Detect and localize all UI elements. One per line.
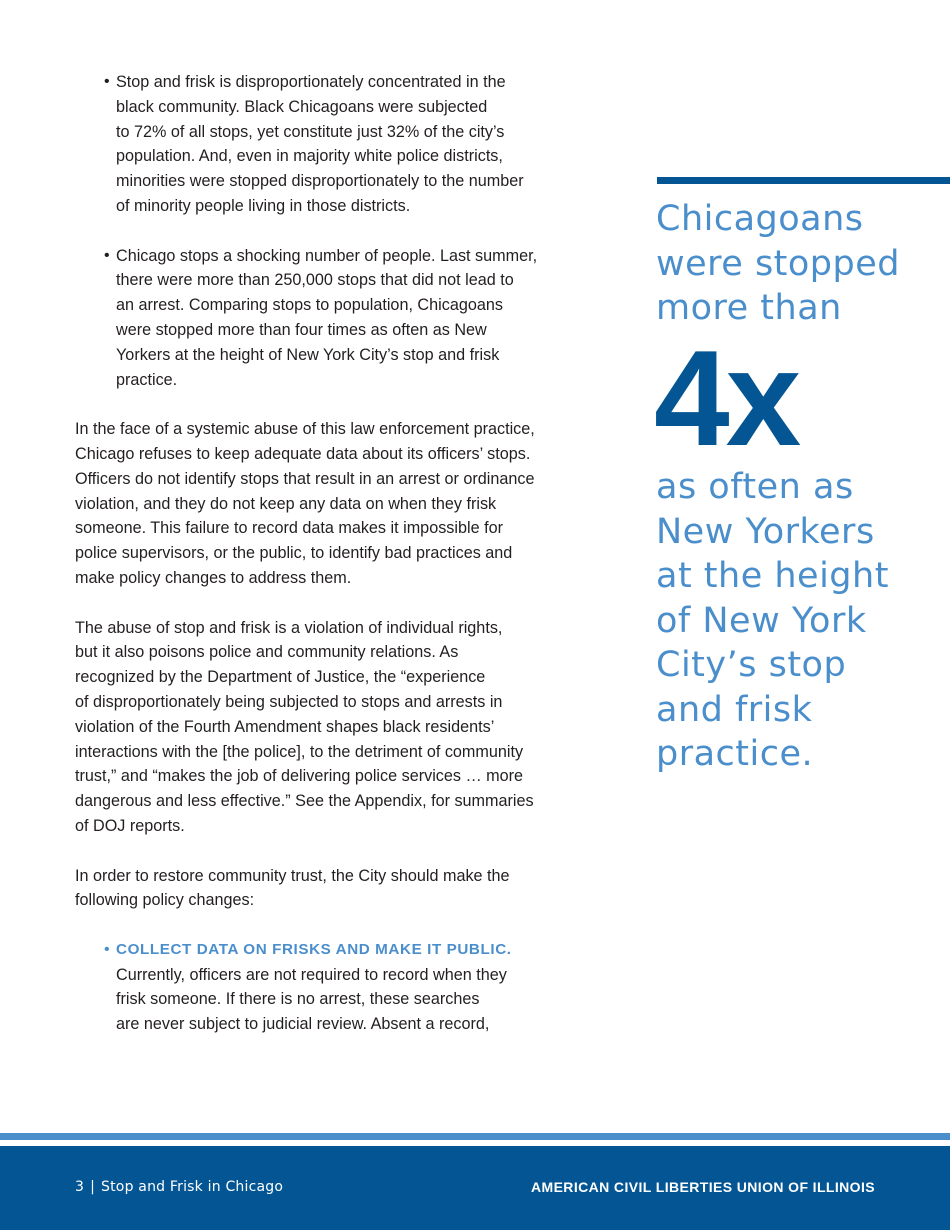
text-line: frisk someone. If there is no arrest, these searches <box>116 990 480 1009</box>
text-line: In the face of a systemic abuse of this law enforcement practice, <box>75 420 535 439</box>
page-footer <box>0 1146 950 1230</box>
text-line: violation of the Fourth Amendment shapes black residents’ <box>75 717 495 736</box>
text-line: but it also poisons police and community relations. As <box>75 643 459 662</box>
paragraph-data-gap <box>75 417 575 591</box>
paragraph-community-relations <box>75 616 575 839</box>
organization-name: AMERICAN CIVIL LIBERTIES UNION OF ILLINOIS <box>531 1179 875 1195</box>
pull-quote-bottom <box>656 465 889 777</box>
bullet-dot: • <box>104 940 110 958</box>
text-line: of minority people living in those districts. <box>116 196 411 215</box>
pull-quote-line: City’s stop <box>656 645 847 685</box>
footer-stripe <box>0 1133 950 1140</box>
footer-separator: | <box>90 1179 96 1195</box>
policy-item-collect-data <box>75 938 575 1037</box>
text-line: practice. <box>116 370 178 389</box>
text-line: Officers do not identify stops that result in an arrest or ordinance <box>75 469 535 488</box>
text-line: are never subject to judicial review. Absent a record, <box>116 1015 490 1034</box>
pull-quote-big-number: 4x <box>654 322 798 474</box>
pull-quote-line: and frisk <box>656 689 813 730</box>
paragraph-policy-intro <box>75 864 575 914</box>
text-line: Currently, officers are not required to record when they <box>116 965 507 984</box>
pull-quote-line: Chicagoans <box>656 199 864 239</box>
text-line: of disproportionately being subjected to stops and arrests in <box>75 692 503 711</box>
pull-quote-line: of New York <box>656 600 867 641</box>
text-line: make policy changes to address them. <box>75 568 352 587</box>
footer-page-info <box>75 1179 283 1195</box>
bullet-item-stop-volume <box>75 244 575 393</box>
text-line: were stopped more than four times as often as New <box>116 320 487 339</box>
pull-quote-line: New Yorkers <box>656 511 875 552</box>
text-line: following policy changes: <box>75 891 255 910</box>
text-line: interactions with the [the police], to the detriment of community <box>75 742 524 761</box>
bullet-item-concentration <box>75 70 575 219</box>
text-line: of DOJ reports. <box>75 816 185 835</box>
text-line: to 72% of all stops, yet constitute just 32% of the city’s <box>116 122 505 141</box>
text-line: The abuse of stop and frisk is a violation of individual rights, <box>75 618 503 637</box>
text-line: violation, and they do not keep any data on when they frisk <box>75 494 497 513</box>
pull-quote-line: as often as <box>656 467 854 507</box>
text-line: an arrest. Comparing stops to population, Chicagoans <box>116 296 503 315</box>
text-line: recognized by the Department of Justice, the “experience <box>75 668 486 687</box>
sidebar-rule <box>657 177 950 184</box>
text-line: there were more than 250,000 stops that did not lead to <box>116 271 514 290</box>
bullet-dot: • <box>104 73 110 90</box>
text-line: Stop and frisk is disproportionately concentrated in the <box>116 73 506 91</box>
text-line: Yorkers at the height of New York City’s stop and frisk <box>116 345 500 364</box>
text-line: dangerous and less effective.” See the Appendix, for summaries <box>75 792 534 811</box>
policy-heading: COLLECT DATA ON FRISKS AND MAKE IT PUBLIC. <box>116 940 512 958</box>
text-line: population. And, even in majority white police districts, <box>116 147 503 166</box>
text-line: Chicago stops a shocking number of people. Last summer, <box>116 246 538 265</box>
page-number: 3 <box>75 1179 85 1195</box>
pull-quote-line: more than <box>656 288 842 328</box>
pull-quote-line: at the height <box>656 556 889 596</box>
main-column <box>75 70 575 1062</box>
text-line: trust,” and “makes the job of delivering police services … more <box>75 767 524 786</box>
bullet-dot: • <box>104 246 110 264</box>
text-line: someone. This failure to record data makes it impossible for <box>75 519 503 538</box>
text-line: minorities were stopped disproportionately to the number <box>116 172 524 191</box>
text-line: Chicago refuses to keep adequate data about its officers’ stops. <box>75 444 531 463</box>
text-line: police supervisors, or the public, to identify bad practices and <box>75 544 513 563</box>
text-line: black community. Black Chicagoans were subjected <box>116 97 488 116</box>
pull-quote-line: were stopped <box>656 243 900 284</box>
document-title: Stop and Frisk in Chicago <box>101 1179 284 1195</box>
text-line: In order to restore community trust, the City should make the <box>75 866 510 885</box>
pull-quote-line: practice. <box>656 734 814 774</box>
pull-quote-top <box>656 197 900 331</box>
